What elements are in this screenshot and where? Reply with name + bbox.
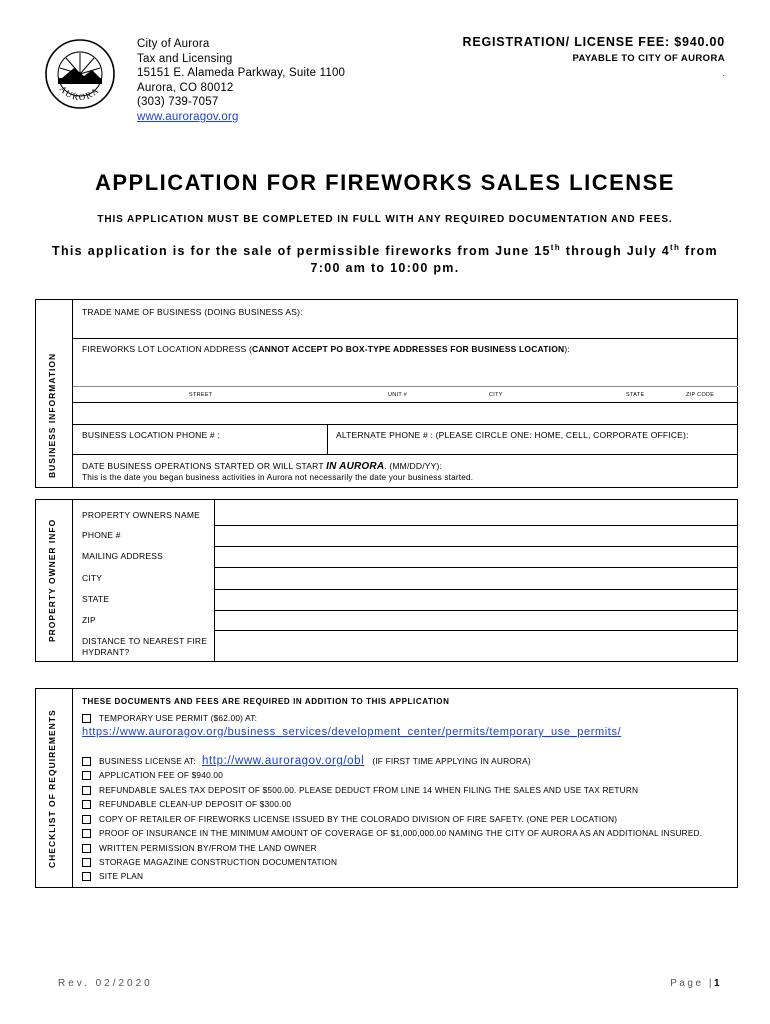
checklist-checkbox[interactable] <box>82 844 91 853</box>
owner-mailing-field[interactable] <box>216 548 736 566</box>
payable-to: PAYABLE TO CITY OF AURORA <box>572 53 725 64</box>
trade-name-field[interactable] <box>74 322 737 337</box>
checklist-item-business-license <box>82 755 531 767</box>
divider <box>214 525 738 526</box>
checklist-item-label: SITE PLAN <box>99 871 144 881</box>
checklist-item-label: WRITTEN PERMISSION BY/FROM THE LAND OWNER <box>99 843 317 853</box>
checklist-checkbox[interactable] <box>82 815 91 824</box>
checklist-item <box>82 814 617 824</box>
registration-fee: REGISTRATION/ LICENSE FEE: $940.00 <box>462 35 725 49</box>
org-name: City of Aurora <box>137 38 210 50</box>
checklist-item-label: PROOF OF INSURANCE IN THE MINIMUM AMOUNT OF COVERAGE OF $1,000,000.00 NAMING THE CITY OF AURORA AS AN ADDITIONAL INSURED. <box>99 828 703 838</box>
agency-website-link[interactable]: www.auroragov.org <box>137 110 239 123</box>
checklist-item-temp-permit <box>82 713 257 723</box>
checklist-item <box>82 843 317 853</box>
revision-date: Rev. 02/2020 <box>58 978 153 989</box>
divider <box>214 567 738 568</box>
checklist-item <box>82 857 337 867</box>
unit-caption: UNIT # <box>388 392 408 398</box>
temp-permit-checkbox[interactable] <box>82 714 91 723</box>
seal-text: AURORA <box>57 83 102 103</box>
city-caption: CITY <box>489 392 503 398</box>
temp-permit-link[interactable]: https://www.auroragov.org/business_services/development_center/permits/temporary_use_permits/ <box>82 726 622 738</box>
owner-name-field[interactable] <box>216 501 736 524</box>
checklist-item-label: APPLICATION FEE OF $940.00 <box>99 770 224 780</box>
checklist-item <box>82 799 291 809</box>
owner-phone-field[interactable] <box>216 527 736 545</box>
street-address: 15151 E. Alameda Parkway, Suite 1100 <box>137 67 346 80</box>
page-label: Page | <box>670 978 714 989</box>
city-state-zip: Aurora, CO 80012 <box>137 81 234 94</box>
divider <box>214 630 738 631</box>
start-date-note: This is the date you began business activities in Aurora not necessarily the date your business started. <box>82 473 474 482</box>
business-license-checkbox[interactable] <box>82 757 91 766</box>
divider <box>214 546 738 547</box>
checklist-checkbox[interactable] <box>82 786 91 795</box>
divider <box>73 424 738 425</box>
fee-dot: . <box>722 68 725 78</box>
dates-hours: 7:00 am to 10:00 pm. <box>310 261 460 275</box>
owner-name-label: PROPERTY OWNERS NAME <box>82 510 200 520</box>
checklist-checkbox[interactable] <box>82 800 91 809</box>
checklist-item-label: STORAGE MAGAZINE CONSTRUCTION DOCUMENTATION <box>99 857 338 867</box>
divider <box>73 454 738 455</box>
hydrant-distance-label: DISTANCE TO NEAREST FIRE HYDRANT? <box>82 636 208 657</box>
in-aurora-emphasis: IN AURORA <box>326 461 385 472</box>
checklist-label: CHECKLIST OF REQUIREMENTS <box>47 709 57 868</box>
dates-end: from <box>680 244 718 258</box>
checklist-checkbox[interactable] <box>82 829 91 838</box>
checklist-checkbox[interactable] <box>82 872 91 881</box>
business-license-label: BUSINESS LICENSE AT: <box>99 756 196 766</box>
divider <box>214 610 738 611</box>
owner-city-label: CITY <box>82 573 103 583</box>
owner-phone-label: PHONE # <box>82 530 121 540</box>
divider <box>73 402 738 403</box>
divider <box>214 589 738 590</box>
agency-phone: (303) 739-7057 <box>137 96 219 109</box>
agency-address <box>137 37 345 125</box>
checklist-checkbox[interactable] <box>82 771 91 780</box>
start-date-label: DATE BUSINESS OPERATIONS STARTED OR WILL START IN AURORA. (MM/DD/YY): <box>82 461 443 472</box>
city-seal-logo <box>44 38 116 110</box>
start-date-field[interactable] <box>450 458 735 470</box>
owner-city-field[interactable] <box>216 569 736 588</box>
checklist-item <box>82 828 702 838</box>
zip-caption: ZIP CODE <box>686 392 715 398</box>
checklist-item <box>82 871 143 881</box>
dept-name: Tax and Licensing <box>137 52 233 65</box>
temp-permit-label: TEMPORARY USE PERMIT ($62.00) AT: <box>99 713 258 723</box>
state-caption: STATE <box>626 392 645 398</box>
owner-zip-field[interactable] <box>216 612 736 629</box>
address-underline <box>73 386 738 387</box>
sale-dates-notice <box>50 243 720 277</box>
owner-mailing-label: MAILING ADDRESS <box>82 551 163 561</box>
page-number-value: 1 <box>713 978 722 989</box>
checklist-checkbox[interactable] <box>82 858 91 867</box>
property-owner-label: PROPERTY OWNER INFO <box>47 518 57 642</box>
dates-sup-1: th <box>550 242 561 252</box>
svg-text:AURORA <box>58 84 102 103</box>
location-address-label: FIREWORKS LOT LOCATION ADDRESS (CANNOT ACCEPT PO BOX-TYPE ADDRESSES FOR BUSINESS LOCATION): <box>82 344 570 354</box>
business-license-note: (IF FIRST TIME APPLYING IN AURORA) <box>372 756 531 766</box>
divider <box>73 338 738 339</box>
page-number <box>670 978 722 989</box>
checklist-item-label: COPY OF RETAILER OF FIREWORKS LICENSE ISSUED BY THE COLORADO DIVISION OF FIRE SAFETY. (ONE PER LOCATION) <box>99 814 618 824</box>
dates-sup-2: th <box>670 242 681 252</box>
phone-divider <box>327 424 328 454</box>
business-info-label: BUSINESS INFORMATION <box>47 352 57 478</box>
checklist-item <box>82 770 223 780</box>
fee-block <box>463 35 725 78</box>
trade-name-label: TRADE NAME OF BUSINESS (DOING BUSINESS AS): <box>82 307 303 317</box>
owner-state-label: STATE <box>82 594 110 604</box>
street-caption: STREET <box>189 392 213 398</box>
dates-intro: This application is for the sale of permissible fireworks from June 15 <box>52 244 551 258</box>
business-phone-field[interactable] <box>230 426 325 452</box>
location-address-field[interactable] <box>74 356 737 386</box>
dates-mid: through July 4 <box>560 244 671 258</box>
checklist-item-label: REFUNDABLE CLEAN-UP DEPOSIT OF $300.00 <box>99 799 292 809</box>
checklist-item-label: REFUNDABLE SALES TAX DEPOSIT OF $500.00. PLEASE DEDUCT FROM LINE 14 WHEN FILING THE SALES AND USE TAX RETURN <box>99 785 639 795</box>
business-license-link[interactable]: http://www.auroragov.org/obl <box>202 755 365 767</box>
checklist-item <box>82 785 638 795</box>
hydrant-distance-field[interactable] <box>216 632 736 660</box>
owner-column-divider <box>214 499 215 662</box>
owner-state-field[interactable] <box>216 591 736 609</box>
location-address-note: CANNOT ACCEPT PO BOX-TYPE ADDRESSES FOR BUSINESS LOCATION <box>251 344 565 354</box>
business-phone-label: BUSINESS LOCATION PHONE # : <box>82 430 220 440</box>
checklist-heading: THESE DOCUMENTS AND FEES ARE REQUIRED IN ADDITION TO THIS APPLICATION <box>82 697 450 706</box>
alt-phone-label: ALTERNATE PHONE # : (PLEASE CIRCLE ONE: HOME, CELL, CORPORATE OFFICE): <box>336 430 689 440</box>
owner-zip-label: ZIP <box>82 615 96 625</box>
page-title: APPLICATION FOR FIREWORKS SALES LICENSE <box>94 170 675 195</box>
page-subtitle: THIS APPLICATION MUST BE COMPLETED IN FULL WITH ANY REQUIRED DOCUMENTATION AND FEES. <box>97 214 673 225</box>
